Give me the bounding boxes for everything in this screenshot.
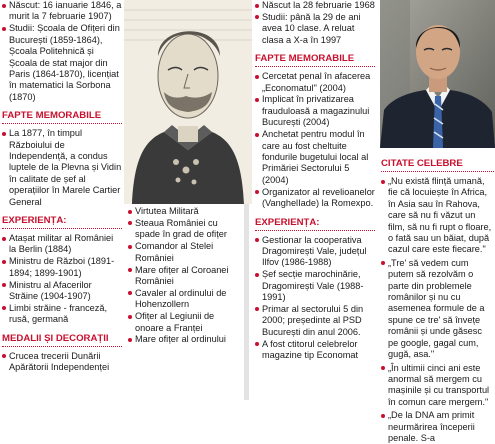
experience-item: A fost ctitorul celebrelor magazine tip Economat [255,339,375,362]
experience-item: Primar al sectorului 5 din 2000; președinte al PSD București din anul 2006. [255,304,375,338]
bio-item: Studii: Școala de Ofițeri din București (1859-1864), Școala Politehnică și Școala de stat major din Paris (1864-1870), licențiat în matematici la Sorbona (1870) [2,23,122,103]
bio-item: Născut: 16 ianuarie 1846, a murit la 7 februarie 1907) [2,0,122,23]
medal-item: Mare ofițer al Coroanei României [128,265,242,288]
memorable-item: La 1877, în timpul Războiului de Independență, a condus luptele de la Plevna și Vidin în calitate de șef al operațiilor în Marele Cartier General [2,128,122,208]
quotes-list [381,176,494,444]
memorable-item: Anchetat pentru modul în care au fost cheltuite fondurile bugetului local al Primăriei Sectorului 5 (2004) [255,129,375,186]
right-text-column [255,0,375,400]
left-experience-title: EXPERIENȚA: [2,215,122,229]
memorable-item: Implicat în privatizarea frauduloasă a magazinului București (2004) [255,94,375,128]
quote-item: „Tre' să vedem cum putem să rezolvăm o parte din problemele românilor și nu cu asemenea formule de a spune ce tre' să învețe românii și unde găsesc pe google, gagal cum, gugă, asa." [381,258,494,361]
medal-item: Cavaler al ordinului de Hohenzollern [128,288,242,311]
experience-item: Ministru de Război (1891-1894; 1899-1901) [2,256,122,279]
left-medals-title: MEDALII ȘI DECORAȚII [2,333,122,347]
left-medals-continued-list [128,206,242,346]
modern-portrait-photo [380,0,495,148]
historical-portrait-photo [124,0,252,204]
experience-item: Atașat militar al României la Berlin (1884) [2,233,122,256]
left-medals-continued-column [128,206,242,400]
experience-item: Șef secție marochinărie, Dragomirești Vale (1988-1991) [255,269,375,303]
memorable-item: Cercetat penal în afacerea „Economatul" (2004) [255,71,375,94]
bio-item: Născut la 28 februarie 1968 [255,0,375,11]
right-experience-title: EXPERIENȚA: [255,217,375,231]
left-bio-list [2,0,122,103]
quote-item: „De la DNA am primit neurmărirea începerii penale. S-a [381,410,494,444]
experience-item: Ministru al Afacerilor Străine (1904-1907) [2,280,122,303]
left-memorable-list [2,128,122,208]
memorable-item: Organizator al revelioanelor (VanghelIade) la Romexpo. [255,187,375,210]
quote-item: „În ultimii cinci ani este anormal să mergem cu mașinile și cu transportul în comun care mergem." [381,363,494,409]
experience-item: Gestionar la cooperativa Dragomirești Vale, județul Ilfov (1986-1988) [255,235,375,269]
experience-item: Limbi străine - franceză, rusă, germană [2,303,122,326]
left-experience-list [2,233,122,326]
right-memorable-list [255,71,375,209]
right-experience-list [255,235,375,362]
medal-item: Comandor al Stelei României [128,241,242,264]
medal-item: Steaua României cu spade în grad de ofițer [128,218,242,241]
right-bio-list [255,0,375,46]
right-memorable-title: FAPTE MEMORABILE [255,53,375,67]
medal-item: Virtutea Militară [128,206,242,217]
medal-item: Crucea trecerii Dunării Apărătorii Independenței [2,351,122,374]
bio-item: Studii: până la 29 de ani avea 10 clase. A reluat clasa a X-a în 1997 [255,12,375,46]
right-quotes-column [381,152,494,443]
medal-item: Mare ofițer al ordinului [128,334,242,345]
left-medals-list [2,351,122,374]
left-memorable-title: FAPTE MEMORABILE [2,110,122,124]
left-text-column [2,0,122,400]
quote-item: „Nu există flință umană, fie că locuiește în Africa, în Asia sau în Rahova, care să nu fi văzut un film, să nu fi rupt o floare, o fată sau un băiat, după cazul care este fiecare." [381,176,494,256]
medal-item: Ofițer al Legiunii de onoare a Franței [128,311,242,334]
quotes-title: CITATE CELEBRE [381,158,494,172]
